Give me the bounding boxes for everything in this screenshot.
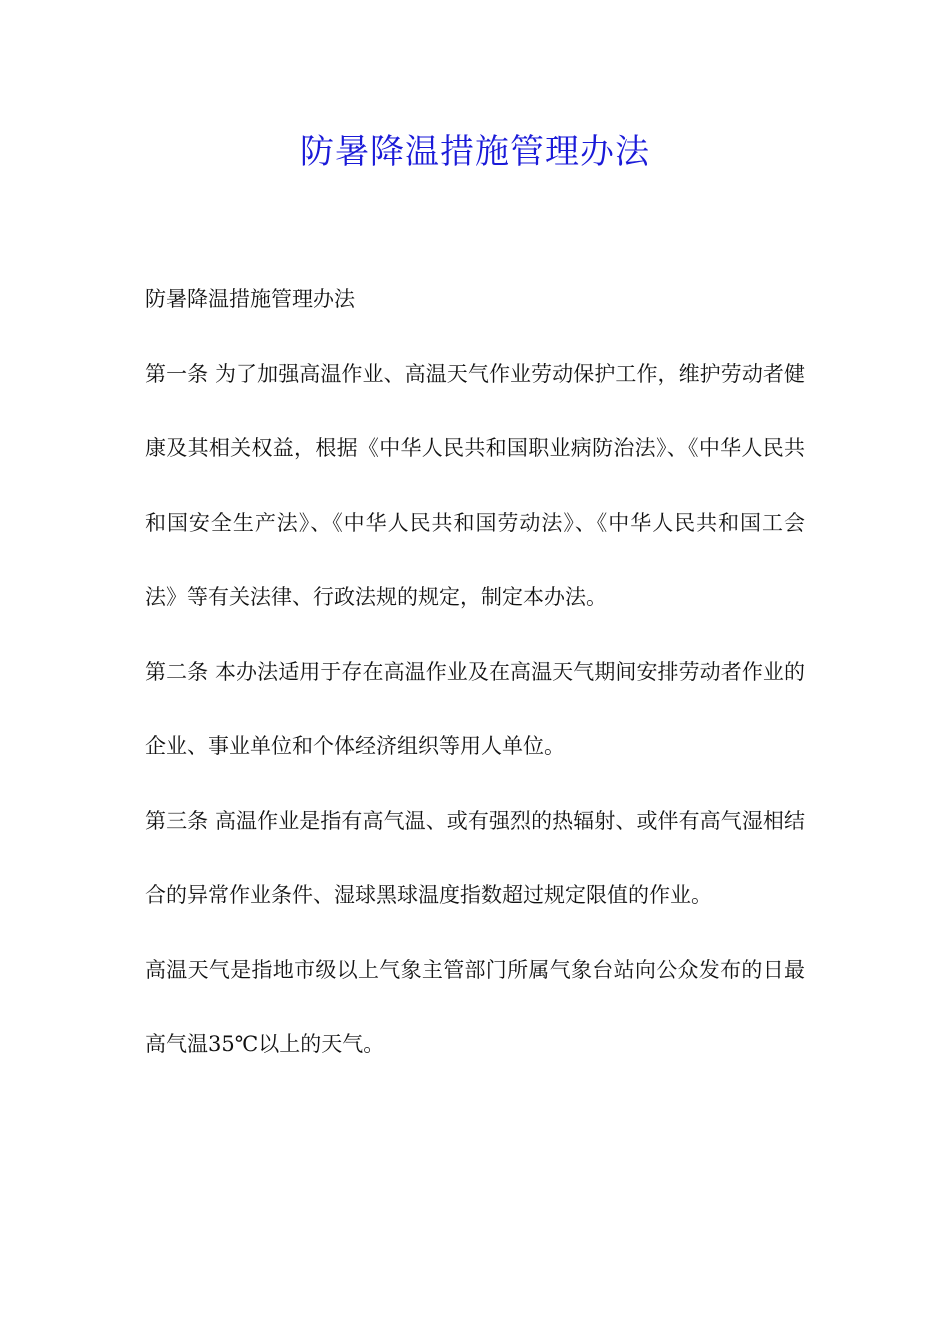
article-3-paragraph: 第三条 高温作业是指有高气温、或有强烈的热辐射、或伴有高气湿相结合的异常作业条件、湿球黑球温度指数超过规定限值的作业。 xyxy=(145,808,805,907)
subtitle-paragraph: 防暑降温措施管理办法 xyxy=(145,287,355,311)
high-temperature-weather-paragraph: 高温天气是指地市级以上气象主管部门所属气象台站向公众发布的日最高气温35℃以上的天气。 xyxy=(145,957,805,1056)
document-title: 防暑降温措施管理办法 xyxy=(300,132,650,172)
article-1-paragraph: 第一条 为了加强高温作业、高温天气作业劳动保护工作，维护劳动者健康及其相关权益，根据《中华人民共和国职业病防治法》、《中华人民共和国安全生产法》、《中华人民共和国劳动法》、《中华人民共和国工会法》等有关法律、行政法规的规定，制定本办法。 xyxy=(145,361,805,609)
document-body xyxy=(145,262,805,1082)
article-2-paragraph: 第二条 本办法适用于存在高温作业及在高温天气期间安排劳动者作业的企业、事业单位和个体经济组织等用人单位。 xyxy=(145,659,805,758)
